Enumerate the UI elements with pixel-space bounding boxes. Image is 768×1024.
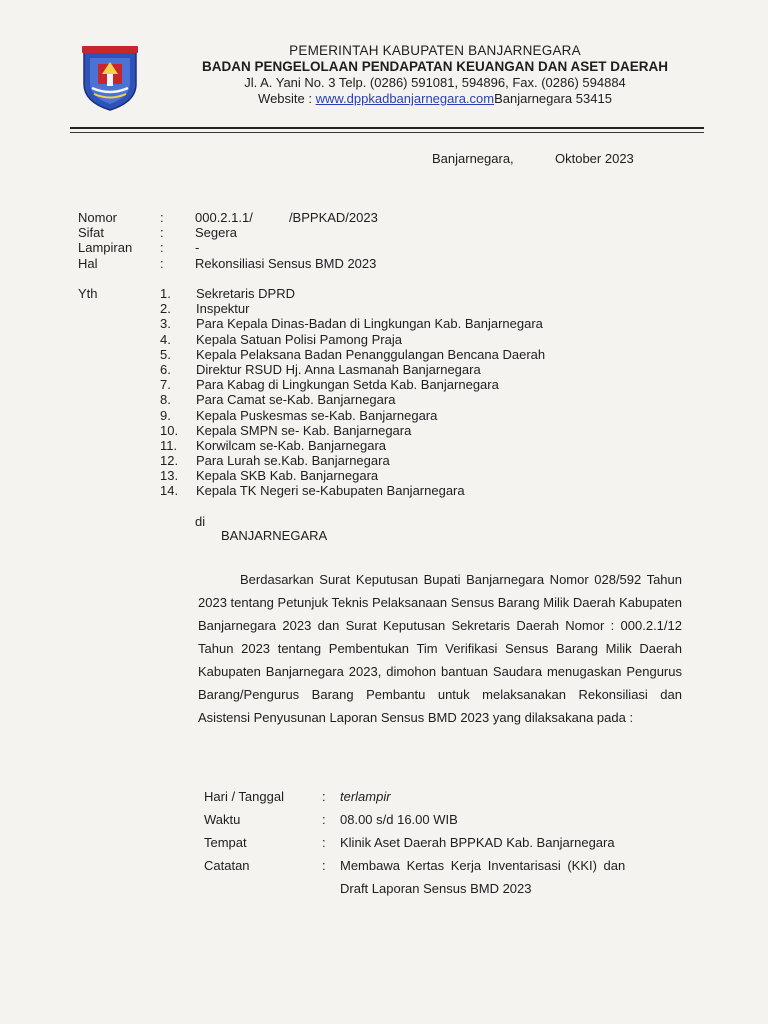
list-item-text: Para Kabag di Lingkungan Setda Kab. Banjarnegara bbox=[196, 377, 499, 393]
list-item bbox=[160, 423, 545, 438]
schedule-value-continuation: Draft Laporan Sensus BMD 2023 bbox=[340, 881, 532, 896]
recipient-di: di bbox=[195, 514, 206, 529]
list-item-number: 4. bbox=[160, 331, 171, 347]
list-item-text: Para Lurah se.Kab. Banjarnegara bbox=[196, 453, 390, 469]
list-item bbox=[160, 377, 545, 392]
schedule-value: Membawa Kertas Kerja Inventarisasi (KKI) dan bbox=[340, 858, 626, 873]
list-item-number: 11. bbox=[160, 437, 178, 453]
list-item-text: Para Camat se-Kab. Banjarnegara bbox=[196, 392, 396, 408]
regency-crest-icon bbox=[78, 44, 142, 112]
schedule-key: Waktu bbox=[204, 812, 241, 827]
meta-colon: : bbox=[160, 240, 164, 255]
recipients-label: Yth bbox=[78, 286, 98, 301]
meta-value-nomor: 000.2.1.1/ /BPPKAD/2023 bbox=[195, 210, 378, 225]
letterhead-divider-thick bbox=[70, 127, 704, 129]
schedule-colon: : bbox=[322, 858, 326, 873]
letter-place: Banjarnegara, bbox=[432, 151, 514, 166]
list-item-number: 6. bbox=[160, 361, 171, 377]
schedule-colon: : bbox=[322, 835, 326, 850]
list-item bbox=[160, 392, 545, 407]
letterhead-website-line bbox=[150, 91, 720, 107]
letterhead-divider-thin bbox=[70, 132, 704, 133]
website-label: Website : bbox=[258, 91, 316, 106]
list-item bbox=[160, 483, 545, 498]
meta-colon: : bbox=[160, 210, 164, 225]
list-item-number: 12. bbox=[160, 453, 179, 469]
list-item-text: Kepala Pelaksana Badan Penanggulangan Bencana Daerah bbox=[196, 346, 546, 362]
list-item-number: 2. bbox=[160, 301, 171, 317]
letter-date: Oktober 2023 bbox=[555, 151, 634, 166]
meta-colon: : bbox=[160, 256, 164, 271]
schedule-colon: : bbox=[322, 789, 326, 804]
list-item-text: Kepala Puskesmas se-Kab. Banjarnegara bbox=[196, 407, 438, 423]
schedule-colon: : bbox=[322, 812, 326, 827]
list-item-text: Kepala SMPN se- Kab. Banjarnegara bbox=[196, 422, 412, 438]
meta-label-hal: Hal bbox=[78, 256, 98, 271]
letterhead-agency: BADAN PENGELOLAAN PENDAPATAN KEUANGAN DAN ASET DAERAH bbox=[201, 59, 668, 74]
list-item-text: Sekretaris DPRD bbox=[196, 286, 295, 301]
recipients-list bbox=[160, 286, 545, 499]
list-item bbox=[160, 453, 545, 468]
schedule-value: Klinik Aset Daerah BPPKAD Kab. Banjarnegara bbox=[340, 835, 615, 850]
meta-value-hal: Rekonsiliasi Sensus BMD 2023 bbox=[195, 256, 377, 271]
schedule-key: Catatan bbox=[204, 858, 250, 873]
list-item-number: 10. bbox=[160, 422, 179, 438]
list-item bbox=[160, 332, 545, 347]
letterhead-government: PEMERINTAH KABUPATEN BANJARNEGARA bbox=[289, 43, 581, 58]
list-item bbox=[160, 301, 545, 316]
list-item-text: Para Kepala Dinas-Badan di Lingkungan Kab. Banjarnegara bbox=[196, 316, 543, 332]
list-item-number: 13. bbox=[160, 468, 179, 484]
list-item bbox=[160, 316, 545, 331]
list-item-number: 1. bbox=[160, 286, 171, 301]
list-item-number: 8. bbox=[160, 392, 171, 408]
meta-value-sifat: Segera bbox=[195, 225, 237, 240]
list-item-number: 3. bbox=[160, 316, 171, 332]
postal-location: Banjarnegara 53415 bbox=[494, 91, 612, 106]
list-item-text: Korwilcam se-Kab. Banjarnegara bbox=[196, 437, 387, 453]
list-item bbox=[160, 438, 545, 453]
list-item bbox=[160, 347, 545, 362]
meta-label-lampiran: Lampiran bbox=[78, 240, 133, 255]
list-item bbox=[160, 408, 545, 423]
list-item-number: 9. bbox=[160, 407, 171, 423]
list-item-number: 7. bbox=[160, 377, 171, 393]
letterhead-address: Jl. A. Yani No. 3 Telp. (0286) 591081, 594896, Fax. (0286) 594884 bbox=[244, 75, 626, 90]
meta-label-nomor: Nomor bbox=[78, 210, 118, 225]
list-item bbox=[160, 362, 545, 377]
list-item bbox=[160, 286, 545, 301]
schedule-value: terlampir bbox=[340, 789, 391, 804]
list-item-text: Kepala Satuan Polisi Pamong Praja bbox=[196, 331, 402, 347]
schedule-value: 08.00 s/d 16.00 WIB bbox=[340, 812, 458, 827]
list-item-text: Kepala SKB Kab. Banjarnegara bbox=[196, 468, 379, 484]
list-item-text: Kepala TK Negeri se-Kabupaten Banjarnegara bbox=[196, 483, 465, 499]
letterhead bbox=[150, 43, 720, 107]
recipient-destination: BANJARNEGARA bbox=[221, 528, 328, 543]
list-item-number: 5. bbox=[160, 346, 171, 362]
list-item bbox=[160, 468, 545, 483]
body-paragraph: Berdasarkan Surat Keputusan Bupati Banjarnegara Nomor 028/592 Tahun 2023 tentang Petunjuk Teknis Pelaksanaan Sensus Barang Milik Daerah Kabupaten Banjarnegara 2023 dan Surat Keputusan Sekretaris Daerah Nomor : 000.2.1/12 Tahun 2023 tentang Pembentukan Tim Verifikasi Sensus Barang Milik Daerah Kabupaten Banjarnegara 2023, dimohon bantuan Saudara menugaskan Pengurus Barang/Pengurus Barang Pembantu untuk melaksanakan Rekonsiliasi dan Asistensi Penyusunan Laporan Sensus BMD 2023 yang dilaksakana pada : bbox=[198, 572, 682, 725]
meta-label-sifat: Sifat bbox=[78, 225, 105, 240]
website-link[interactable]: www.dppkadbanjarnegara.com bbox=[315, 91, 495, 106]
list-item-text: Inspektur bbox=[196, 301, 250, 317]
meta-colon: : bbox=[160, 225, 164, 240]
list-item-number: 14. bbox=[160, 483, 179, 499]
list-item-text: Direktur RSUD Hj. Anna Lasmanah Banjarnegara bbox=[196, 361, 481, 377]
schedule-key: Hari / Tanggal bbox=[204, 789, 284, 804]
meta-value-lampiran: - bbox=[195, 240, 200, 255]
schedule-key: Tempat bbox=[204, 835, 247, 850]
